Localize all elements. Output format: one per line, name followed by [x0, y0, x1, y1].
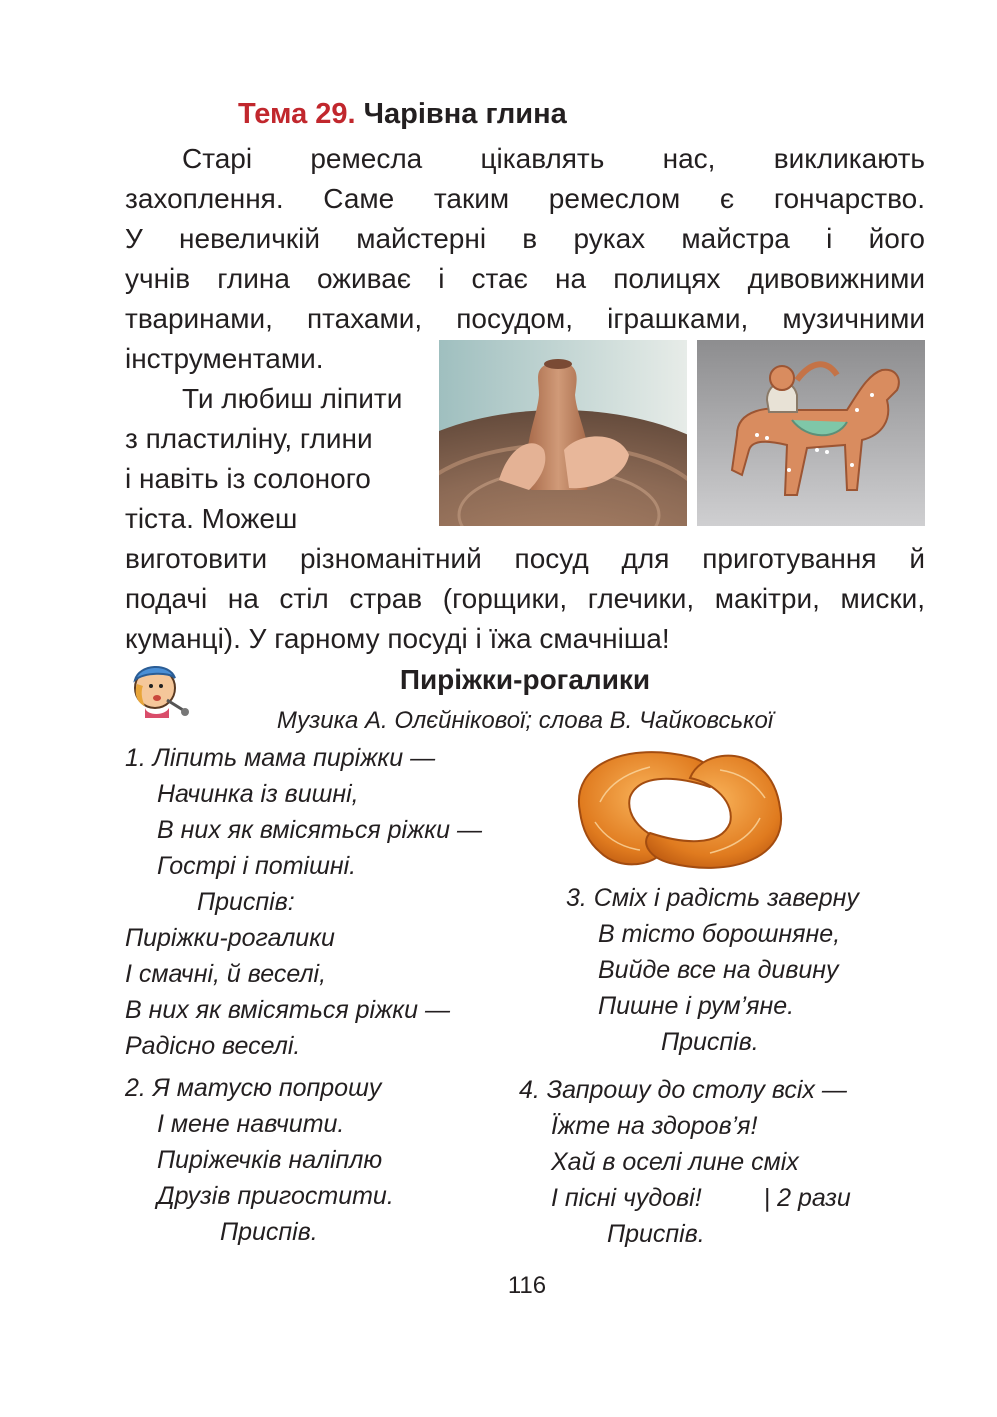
topic-number: Тема 29. [238, 98, 356, 130]
verse-4-line-1: 4. Запрошу до столу всіх — [519, 1076, 847, 1104]
chorus-line-1: Пиріжки-рогалики [125, 924, 335, 952]
verse-3 [566, 880, 859, 1060]
verse-4-line-3: Хай в оселі лине сміх [551, 1148, 799, 1176]
left-line-2: з пластиліну, глини [125, 423, 373, 454]
verse-3-line-4: Пишне і рум’яне. [598, 992, 795, 1020]
intro-line-3: У невеличкій майстерні в руках майстра і його [125, 223, 925, 254]
verse-4-line-4 [519, 1180, 851, 1216]
verse-4-refrain: Приспів. [607, 1220, 705, 1248]
verse-4 [519, 1072, 851, 1252]
chorus-line-3: В них як вмісяться ріжки — [125, 996, 450, 1024]
verse-3-line-1: 3. Сміх і радість заверну [566, 884, 859, 912]
verse-1-line-1: 1. Ліпить мама пиріжки — [125, 744, 436, 772]
verse-3-line-2: В тісто борошняне, [598, 920, 841, 948]
song-credits: Музика А. Олєйнікової; слова В. Чайковської [276, 707, 774, 734]
page-number: 116 [507, 1272, 547, 1299]
pottery-wheel-photo [439, 340, 687, 526]
verse-2-refrain: Приспів. [220, 1218, 318, 1246]
intro-line-4: учнів глина оживає і стає на полицях дивовижними [125, 263, 925, 294]
left-line-3: і навіть із солоного [125, 463, 371, 494]
verse-2-line-3: Пиріжечків наліплю [157, 1146, 383, 1174]
verse-1-line-2: Начинка із вишні, [157, 780, 359, 808]
verse-4-line-2: Їжте на здоров’я! [551, 1112, 758, 1140]
song-title: Пиріжки-рогалики [399, 664, 651, 695]
intro-line-6: інструментами. [125, 343, 324, 374]
clay-horse-toy-photo [697, 340, 925, 526]
topic-name: Чарівна глина [363, 98, 567, 130]
left-line-1: Ти любиш ліпити [182, 383, 403, 414]
verse-1-line-3: В них як вмісяться ріжки — [157, 816, 482, 844]
verse-4-line-4-text: І пісні чудові! [551, 1184, 702, 1212]
croissants-picture [560, 742, 800, 878]
after-line-2: подачі на стіл страв (горщики, глечики, макітри, миски, [125, 583, 925, 614]
verse-2 [125, 1070, 394, 1250]
verse-2-line-1: 2. Я матусю попрошу [125, 1074, 382, 1102]
intro-line-1: Старі ремесла цікавлять нас, викликають [182, 143, 925, 174]
left-line-4: тіста. Можеш [125, 503, 298, 534]
chorus-line-2: І смачні, й веселі, [125, 960, 327, 988]
intro-line-5: тваринами, птахами, посудом, іграшками, музичними [125, 303, 925, 334]
verse-2-line-4: Друзів пригостити. [157, 1182, 394, 1210]
verse-1-line-4: Гострі і потішні. [157, 852, 357, 880]
after-line-3: куманці). У гарному посуді і їжа смачніша! [125, 623, 670, 654]
repeat-marker: | 2 рази [763, 1184, 851, 1212]
intro-line-2: захоплення. Саме таким ремеслом є гончарство. [125, 183, 925, 214]
page-title [238, 98, 567, 131]
verse-3-line-3: Вийде все на дивину [598, 956, 839, 984]
verse-3-refrain: Приспів. [661, 1028, 759, 1056]
after-line-1: виготовити різноманітний посуд для приготування й [125, 543, 925, 574]
chorus-label: Приспів: [197, 888, 295, 916]
chorus-line-4: Радісно веселі. [125, 1032, 301, 1060]
verse-2-line-2: І мене навчити. [157, 1110, 345, 1138]
verse-1 [125, 740, 482, 1064]
